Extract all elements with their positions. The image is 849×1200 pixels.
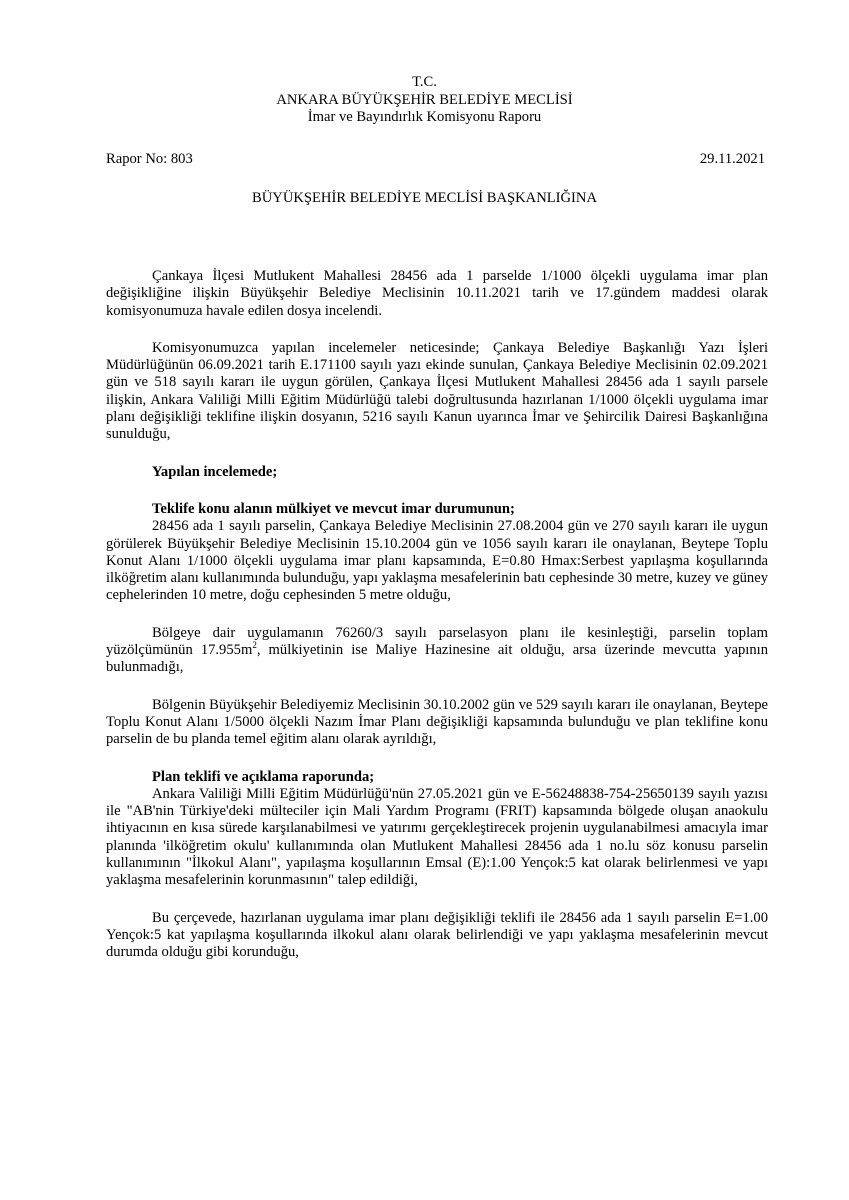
parcel-area-text-b: , mülkiyetinin ise Maliye Hazinesine ait olduğu, arsa üzerinde mevcutta yapının bulunmadığı, (106, 642, 768, 676)
report-date: 29.11.2021 (699, 151, 765, 167)
document-header (0, 74, 849, 127)
heading-inspection: Yapılan incelemede; (152, 463, 278, 480)
report-meta (106, 151, 765, 168)
paragraph-examination: Komisyonumuzca yapılan incelemeler neticesinde; Çankaya Belediye Başkanlığı Yazı İşleri Müdürlüğünün 06.09.2021 tarih E.171100 sayılı yazı ekinde sunulan, Çankaya Belediye Meclisinin 02.09.2021 gün ve 518 sayılı kararı ile uygun görülen, Çankaya İlçesi Mutlukent Mahallesi 28456 ada 1 sayılı parsele ilişkin, Ankara Valiliği Milli Eğitim Müdürlüğü talebi doğrultusunda hazırlanan 1/1000 ölçekli uygulama imar planı değişikliği teklifine ilişkin dosyanın, 5216 sayılı Kanun uyarınca İmar ve Şehircilik Dairesi Başkanlığına sunulduğu, (106, 339, 768, 443)
heading-plan-proposal: Plan teklifi ve açıklama raporunda; (152, 768, 375, 785)
paragraph-master-plan: Bölgenin Büyükşehir Belediyemiz Meclisinin 30.10.2002 gün ve 529 sayılı kararı ile onaylanan, Beytepe Toplu Konut Alanı 1/5000 ölçekli Nazım İmar Planı değişikliği kapsamında bulunduğu ve plan teklifine konu parselin de bu planda temel eğitim alanı olarak ayrıldığı, (106, 696, 768, 748)
paragraph-parcel-area (106, 625, 768, 677)
header-council: ANKARA BÜYÜKŞEHİR BELEDİYE MECLİSİ (276, 91, 573, 108)
superscript-2: 2 (252, 640, 257, 651)
addressee: BÜYÜKŞEHİR BELEDİYE MECLİSİ BAŞKANLIĞINA (252, 190, 597, 206)
paragraph-ministry-request: Ankara Valiliği Milli Eğitim Müdürlüğü'nün 27.05.2021 gün ve E-56248838-754-25650139 sayılı yazısı ile "AB'nin Türkiye'deki mülteciler için Mali Yardım Programı (FRIT) kapsamında bölgede oluşan anaokulu ihtiyacının en kısa sürede karşılanabilmesi ve yatırımı gerçekleştirecek projenin uygulanabilmesi amacıyla imar planında 'ilköğretim okulu' kullanımında olan Mutlukent Mahallesi 28456 ada 1 no.lu söz konusu parselin kullanımının "İlkokul Alanı", yapılaşma koşullarının Emsal (E):1.00 Yençok:5 kat olarak belirlenmesi ve yapı yaklaşma mesafelerinin korunmasının" talep edildiği, (106, 785, 768, 889)
heading-ownership: Teklife konu alanın mülkiyet ve mevcut imar durumunun; (152, 500, 515, 517)
report-number: Rapor No: 803 (106, 151, 193, 167)
report-body (106, 268, 768, 962)
header-commission: İmar ve Bayındırlık Komisyonu Raporu (307, 109, 542, 125)
parcel-area-text-a: Bölgeye dair uygulamanın 76260/3 sayılı parselasyon planı ile kesinleştiği, parselin toplam yüzölçümünün 17.955m (106, 624, 768, 659)
paragraph-intro: Çankaya İlçesi Mutlukent Mahallesi 28456 ada 1 parselde 1/1000 ölçekli uygulama imar plan değişikliğine ilişkin Büyükşehir Belediye Meclisinin 10.11.2021 tarih ve 17.gündem maddesi olarak komisyonumuza havale edilen dosya incelendi. (106, 268, 768, 319)
paragraph-zoning-status: 28456 ada 1 sayılı parselin, Çankaya Belediye Meclisinin 27.08.2004 gün ve 270 sayılı kararı ile uygun görülerek Büyükşehir Belediye Meclisinin 15.10.2004 gün ve 1056 sayılı kararı ile onaylanan, Beytepe Toplu Konut Alanı 1/1000 ölçekli uygulama imar planı kapsamında, E=0.80 Hmax:Serbest yapılaşma koşullarında ilköğretim alanı kullanımında bulunduğu, yapı yaklaşma mesafelerinin batı cephesinde 30 metre, kuzey ve güney cephelerinden 10 metre, doğu cephesinden 5 metre olduğu, (106, 518, 768, 604)
paragraph-conclusion: Bu çerçevede, hazırlanan uygulama imar planı değişikliği teklifi ile 28456 ada 1 sayılı parselin E=1.00 Yençok:5 kat yapılaşma koşullarında ilkokul alanı olarak belirlendiği ve yapı yaklaşma mesafelerinin mevcut durumda olduğu gibi korunduğu, (106, 909, 768, 961)
header-tc: T.C. (412, 74, 437, 90)
